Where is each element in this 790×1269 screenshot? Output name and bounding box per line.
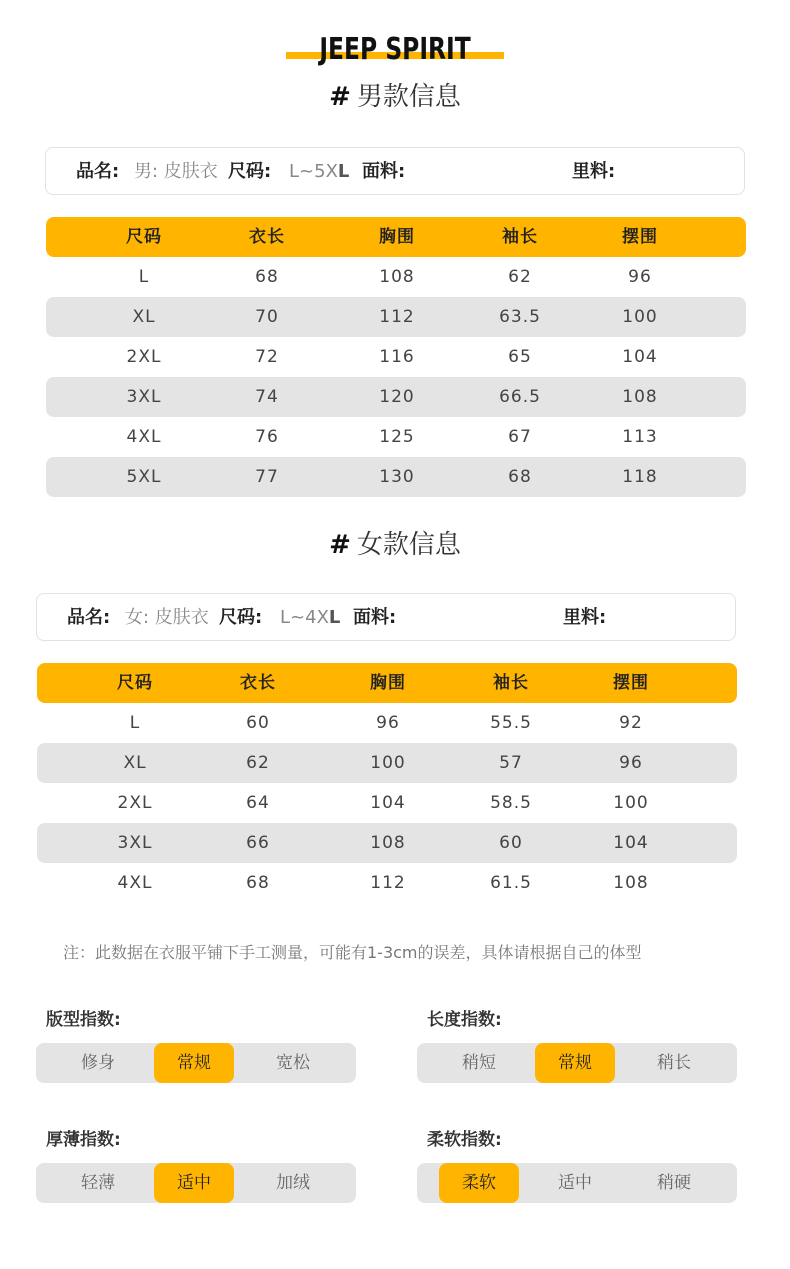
- table-cell: L: [129, 713, 141, 733]
- fit-option: 修身: [81, 1053, 115, 1073]
- table-row: [46, 457, 746, 497]
- thickness-index-label: 厚薄指数:: [46, 1130, 121, 1150]
- table-cell: 68: [246, 873, 270, 893]
- table-cell: 60: [246, 713, 270, 733]
- table-cell: 63.5: [499, 307, 541, 327]
- men-size-value: L~5X: [289, 161, 338, 182]
- table-cell: 100: [370, 753, 406, 773]
- thickness-index-scale: [36, 1163, 356, 1203]
- table-row: [46, 257, 746, 297]
- table-cell: 116: [379, 347, 415, 367]
- table-cell: 108: [613, 873, 649, 893]
- table-cell: 3XL: [126, 387, 162, 407]
- table-cell: 3XL: [117, 833, 153, 853]
- table-cell: 68: [508, 467, 532, 487]
- men-size-table: [46, 217, 746, 497]
- table-cell: XL: [132, 307, 156, 327]
- women-size-value-end: L: [328, 607, 341, 628]
- table-row: [37, 743, 737, 783]
- table-cell: 62: [246, 753, 270, 773]
- table-row: [37, 823, 737, 863]
- table-cell: 58.5: [490, 793, 532, 813]
- women-title-text: 女款信息: [356, 530, 461, 560]
- table-cell: 64: [246, 793, 270, 813]
- table-cell: 96: [376, 713, 400, 733]
- table-row: [46, 377, 746, 417]
- table-cell: 104: [613, 833, 649, 853]
- table-cell: 96: [628, 267, 652, 287]
- table-cell: 4XL: [126, 427, 162, 447]
- table-cell: 113: [622, 427, 658, 447]
- women-lining-label: 里料:: [563, 607, 607, 628]
- table-cell: 60: [499, 833, 523, 853]
- table-cell: L: [138, 267, 150, 287]
- women-fabric-label: 面料:: [353, 607, 397, 628]
- table-cell: 125: [379, 427, 415, 447]
- men-size-label: 尺码:: [228, 161, 272, 182]
- brand-name: JEEP SPIRIT: [319, 32, 471, 67]
- softness-option: 适中: [558, 1173, 592, 1193]
- men-name-value: 男: 皮肤衣: [134, 161, 218, 182]
- column-header: 衣长: [240, 673, 276, 693]
- table-cell: 104: [370, 793, 406, 813]
- table-cell: 100: [613, 793, 649, 813]
- fit-option-selected: 常规: [154, 1043, 234, 1083]
- length-index-scale: [417, 1043, 737, 1083]
- column-header: 袖长: [502, 227, 538, 247]
- softness-option: 稍硬: [657, 1173, 691, 1193]
- column-header: 摆围: [613, 673, 649, 693]
- women-info-box: [36, 593, 736, 641]
- fit-index-label: 版型指数:: [46, 1010, 121, 1030]
- table-cell: 55.5: [490, 713, 532, 733]
- table-cell: 120: [379, 387, 415, 407]
- hash-icon: #: [329, 82, 351, 112]
- table-cell: 112: [379, 307, 415, 327]
- column-header: 衣长: [249, 227, 285, 247]
- women-size-value: L~4X: [280, 607, 329, 628]
- men-section-title: [0, 76, 790, 113]
- table-row: [37, 783, 737, 823]
- table-cell: 104: [622, 347, 658, 367]
- women-section-title: [0, 524, 790, 561]
- table-cell: 74: [255, 387, 279, 407]
- table-cell: 66.5: [499, 387, 541, 407]
- table-row: [37, 703, 737, 743]
- length-option: 稍短: [462, 1053, 496, 1073]
- column-header: 尺码: [126, 227, 162, 247]
- men-lining-label: 里料:: [572, 161, 616, 182]
- table-cell: 112: [370, 873, 406, 893]
- table-cell: 108: [622, 387, 658, 407]
- women-name-value: 女: 皮肤衣: [125, 607, 209, 628]
- table-cell: 76: [255, 427, 279, 447]
- column-header: 摆围: [622, 227, 658, 247]
- men-info-box: [45, 147, 745, 195]
- brand-header: [0, 30, 790, 70]
- women-size-table: [37, 663, 737, 903]
- table-cell: 100: [622, 307, 658, 327]
- table-cell: 2XL: [126, 347, 162, 367]
- men-size-value-end: L: [337, 161, 350, 182]
- column-header: 胸围: [379, 227, 415, 247]
- table-cell: 92: [619, 713, 643, 733]
- length-index-label: 长度指数:: [427, 1010, 502, 1030]
- women-size-label: 尺码:: [219, 607, 263, 628]
- table-cell: 130: [379, 467, 415, 487]
- table-cell: 66: [246, 833, 270, 853]
- table-cell: 4XL: [117, 873, 153, 893]
- table-row: [37, 863, 737, 903]
- measurement-note: 注：此数据在衣服平铺下手工测量，可能有1-3cm的误差，具体请根据自己的体型: [63, 943, 642, 962]
- men-title-text: 男款信息: [356, 82, 461, 112]
- table-cell: 68: [255, 267, 279, 287]
- men-table-header: [46, 217, 746, 257]
- length-option-selected: 常规: [535, 1043, 615, 1083]
- column-header: 尺码: [117, 673, 153, 693]
- column-header: 胸围: [370, 673, 406, 693]
- thickness-option: 加绒: [276, 1173, 310, 1193]
- table-cell: 57: [499, 753, 523, 773]
- table-cell: XL: [123, 753, 147, 773]
- fit-option: 宽松: [276, 1053, 310, 1073]
- table-cell: 2XL: [117, 793, 153, 813]
- thickness-option-selected: 适中: [154, 1163, 234, 1203]
- table-cell: 108: [370, 833, 406, 853]
- table-row: [46, 297, 746, 337]
- table-cell: 77: [255, 467, 279, 487]
- table-row: [46, 417, 746, 457]
- fit-index-scale: [36, 1043, 356, 1083]
- table-cell: 118: [622, 467, 658, 487]
- table-cell: 61.5: [490, 873, 532, 893]
- column-header: 袖长: [493, 673, 529, 693]
- hash-icon: #: [329, 530, 351, 560]
- softness-index-scale: [417, 1163, 737, 1203]
- table-cell: 108: [379, 267, 415, 287]
- length-option: 稍长: [657, 1053, 691, 1073]
- table-cell: 62: [508, 267, 532, 287]
- men-name-label: 品名:: [76, 161, 120, 182]
- men-fabric-label: 面料:: [362, 161, 406, 182]
- table-cell: 5XL: [126, 467, 162, 487]
- softness-option-selected: 柔软: [439, 1163, 519, 1203]
- table-cell: 96: [619, 753, 643, 773]
- table-cell: 67: [508, 427, 532, 447]
- table-cell: 65: [508, 347, 532, 367]
- table-cell: 72: [255, 347, 279, 367]
- women-table-header: [37, 663, 737, 703]
- table-cell: 70: [255, 307, 279, 327]
- table-row: [46, 337, 746, 377]
- women-name-label: 品名:: [67, 607, 111, 628]
- softness-index-label: 柔软指数:: [427, 1130, 502, 1150]
- thickness-option: 轻薄: [81, 1173, 115, 1193]
